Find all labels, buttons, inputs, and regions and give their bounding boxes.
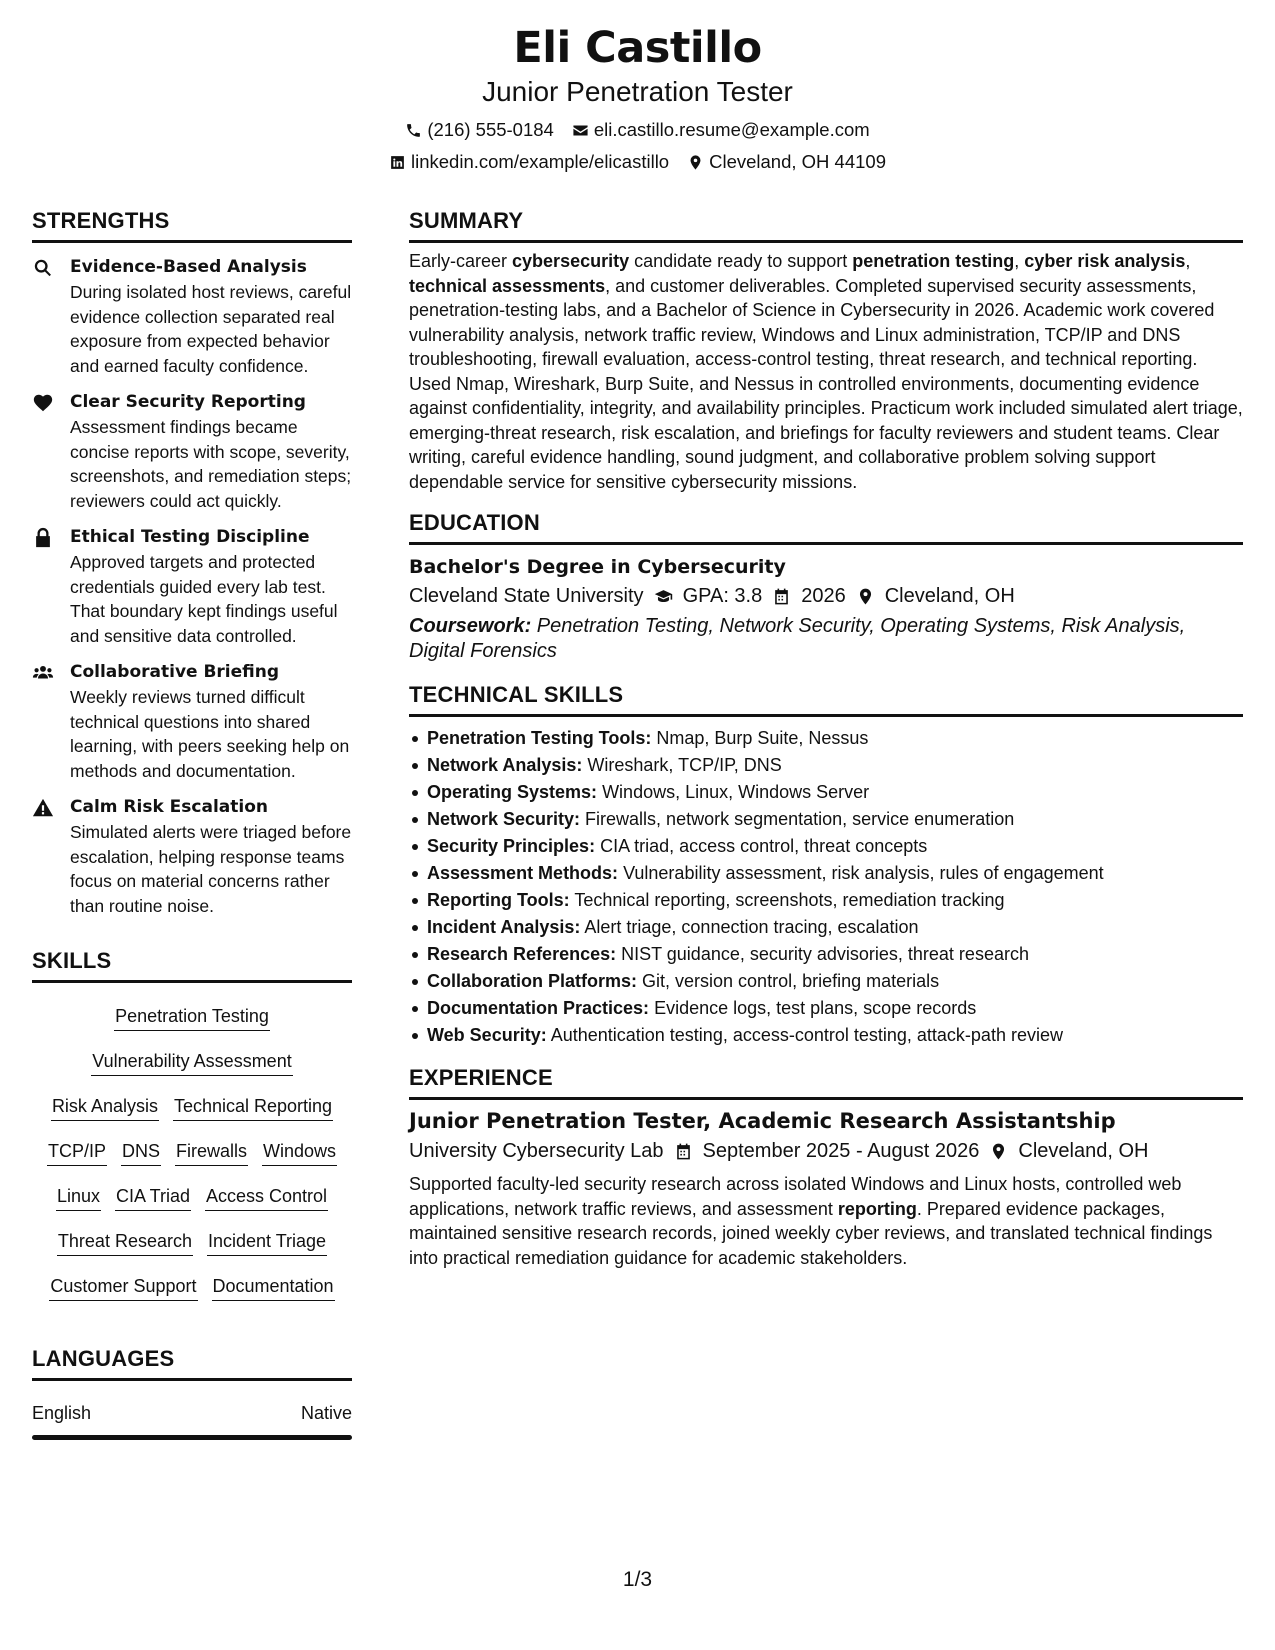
graduation-cap-icon	[654, 587, 673, 606]
strength-item	[32, 660, 352, 783]
list-item	[409, 725, 1243, 752]
section-divider	[409, 542, 1243, 545]
education-section	[409, 508, 1243, 664]
skill-tag-row	[32, 1040, 352, 1085]
gpa-text: GPA: 3.8	[682, 585, 763, 607]
email-text[interactable]: eli.castillo.resume@example.com	[593, 119, 870, 140]
list-item	[409, 941, 1243, 968]
map-pin-icon	[989, 1142, 1008, 1161]
skill-tag: CIA Triad	[115, 1184, 191, 1211]
job-location: Cleveland, OH	[1018, 1140, 1149, 1162]
skill-values: Firewalls, network segmentation, service enumeration	[580, 809, 1015, 829]
skill-category: Reporting Tools:	[427, 890, 570, 910]
map-pin-icon	[856, 587, 875, 606]
skills-section	[32, 946, 352, 1310]
skill-values: NIST guidance, security advisories, threat research	[616, 944, 1029, 964]
strength-title: Evidence-Based Analysis	[70, 257, 307, 277]
list-item	[409, 752, 1243, 779]
strength-item	[32, 390, 352, 513]
strength-description: Assessment findings became concise reports with scope, severity, screenshots, and remediation steps; reviewers could act quickly.	[70, 417, 352, 511]
calendar-icon	[772, 587, 791, 606]
strength-title: Calm Risk Escalation	[70, 797, 268, 817]
coursework-list: Penetration Testing, Network Security, Operating Systems, Risk Analysis, Digital Forensics	[409, 615, 1186, 662]
skill-tag: Risk Analysis	[51, 1094, 159, 1121]
school-name: Cleveland State University	[409, 585, 644, 607]
experience-heading: EXPERIENCE	[409, 1065, 553, 1090]
skill-tag: Technical Reporting	[173, 1094, 333, 1121]
summary-text	[409, 249, 1243, 494]
skill-values: Nmap, Burp Suite, Nessus	[651, 728, 869, 748]
skill-tag: Incident Triage	[207, 1229, 327, 1256]
graduation-year: 2026	[801, 585, 846, 607]
section-divider	[32, 1378, 352, 1381]
skill-tag: Threat Research	[57, 1229, 193, 1256]
section-divider	[409, 240, 1243, 243]
strength-description: During isolated host reviews, careful evidence collection separated real exposure from expected behavior and earned faculty confidence.	[70, 282, 352, 376]
strength-item	[32, 255, 352, 378]
skill-tag: Penetration Testing	[114, 1004, 270, 1031]
school-location: Cleveland, OH	[884, 585, 1015, 607]
education-meta	[409, 581, 1243, 611]
skill-category: Research References:	[427, 944, 617, 964]
skill-category: Network Security:	[427, 809, 581, 829]
skill-category: Assessment Methods:	[427, 863, 619, 883]
skill-tag-row	[32, 1175, 352, 1220]
skill-tag-row	[32, 1265, 352, 1310]
technical-skills-list	[409, 725, 1243, 1049]
list-item	[409, 779, 1243, 806]
strength-description: Weekly reviews turned difficult technical questions into shared learning, with peers seeking help on methods and documentation.	[70, 687, 350, 781]
skill-tag-row	[32, 1220, 352, 1265]
school-location-item	[856, 581, 1015, 611]
skill-values: Git, version control, briefing materials	[637, 971, 940, 991]
skill-tag: Documentation	[212, 1274, 335, 1301]
list-item	[409, 968, 1243, 995]
warning-icon	[32, 797, 54, 819]
job-dates: September 2025 - August 2026	[702, 1140, 980, 1162]
languages-section	[32, 1344, 352, 1440]
language-row	[32, 1401, 352, 1425]
skill-tag-row	[32, 1130, 352, 1175]
list-item	[409, 887, 1243, 914]
candidate-name: Eli Castillo	[513, 23, 762, 73]
page-number: 1/3	[622, 1568, 653, 1591]
language-name: English	[32, 1403, 92, 1423]
strength-item	[32, 795, 352, 918]
skill-tag: TCP/IP	[47, 1139, 107, 1166]
language-proficiency-bar	[32, 1435, 352, 1440]
summary-fragment: ,	[1185, 251, 1191, 271]
list-item	[409, 833, 1243, 860]
list-item	[409, 1022, 1243, 1049]
description-fragment: Supported faculty-led security research across isolated Windows and Linux hosts, controlled web applications, network traffic reviews, and assessment	[409, 1174, 1182, 1219]
technical-skills-heading: TECHNICAL SKILLS	[409, 682, 624, 707]
summary-fragment: ,	[1014, 251, 1025, 271]
summary-heading: SUMMARY	[409, 208, 524, 233]
lock-icon	[32, 527, 54, 549]
resume-header	[0, 18, 1275, 174]
list-item	[409, 995, 1243, 1022]
skill-values: Technical reporting, screenshots, remediation tracking	[569, 890, 1005, 910]
skill-values: Authentication testing, access-control testing, attack-path review	[546, 1025, 1063, 1045]
candidate-title: Junior Penetration Tester	[482, 76, 793, 107]
linkedin-icon	[389, 154, 406, 171]
summary-keyword: cyber risk analysis	[1024, 251, 1186, 271]
experience-meta	[409, 1136, 1243, 1166]
skill-category: Network Analysis:	[427, 755, 583, 775]
description-fragment: . Prepared evidence packages, maintained sensitive research records, joined weekly cyber reviews, and translated technical findings into practical remediation guidance for academic stakeholders.	[409, 1198, 1213, 1268]
languages-heading: LANGUAGES	[32, 1346, 175, 1371]
linkedin-contact[interactable]	[389, 150, 669, 174]
section-divider	[409, 1097, 1243, 1100]
skill-values: Wireshark, TCP/IP, DNS	[582, 755, 782, 775]
strength-description: Simulated alerts were triaged before escalation, helping response teams focus on material concerns rather than routine noise.	[70, 822, 352, 916]
section-divider	[32, 240, 352, 243]
skill-values: Vulnerability assessment, risk analysis, rules of engagement	[618, 863, 1104, 883]
phone-text: (216) 555-0184	[427, 119, 554, 140]
search-icon	[32, 257, 54, 279]
section-divider	[409, 714, 1243, 717]
skill-category: Operating Systems:	[427, 782, 598, 802]
year-item	[772, 581, 846, 611]
dates-item	[674, 1136, 980, 1166]
list-item	[409, 860, 1243, 887]
users-icon	[32, 662, 54, 684]
technical-skills-section	[409, 680, 1243, 1049]
skill-tag: Firewalls	[175, 1139, 248, 1166]
skill-values: Windows, Linux, Windows Server	[597, 782, 870, 802]
phone-icon	[405, 122, 422, 139]
summary-fragment: , and customer deliverables. Completed supervised security assessments, penetration-testing labs, and a Bachelor of Science in Cybersecurity in 2026. Academic work covered vulnerability analysis, network traffic review, Windows and Linux administration, TCP/IP and DNS troubleshooting, firewall evaluation, access-control testing, threat research, and technical reporting. Used Nmap, Wireshark, Burp Suite, and Nessus in controlled environments, documenting evidence against confidentiality, integrity, and availability principles. Practicum work included simulated alert triage, emerging-threat research, risk escalation, and briefings for faculty reviewers and student teams. Clear writing, careful evidence handling, sound judgment, and collaborative problem solving support dependable service for sensitive cybersecurity missions.	[409, 275, 1243, 492]
skill-category: Web Security:	[427, 1025, 547, 1045]
skill-values: Evidence logs, test plans, scope records	[649, 998, 977, 1018]
strength-title: Ethical Testing Discipline	[70, 527, 310, 547]
list-item	[409, 914, 1243, 941]
summary-keyword: cybersecurity	[512, 251, 630, 271]
phone-contact	[405, 118, 554, 142]
experience-section	[409, 1063, 1243, 1270]
skill-category: Security Principles:	[427, 836, 596, 856]
strength-title: Clear Security Reporting	[70, 392, 306, 412]
gpa-item	[654, 581, 763, 611]
summary-keyword: technical assessments	[409, 275, 606, 296]
job-title: Junior Penetration Tester, Academic Research Assistantship	[409, 1109, 1116, 1133]
skill-tag: DNS	[121, 1139, 161, 1166]
linkedin-text[interactable]: linkedin.com/example/elicastillo	[411, 151, 670, 172]
skill-tag: Customer Support	[49, 1274, 197, 1301]
strengths-heading: STRENGTHS	[32, 208, 170, 233]
contact-row-2	[0, 150, 1275, 174]
education-heading: EDUCATION	[409, 510, 540, 535]
description-keyword: reporting	[837, 1198, 917, 1219]
skills-heading: SKILLS	[32, 948, 112, 973]
skill-category: Penetration Testing Tools:	[427, 728, 652, 748]
email-contact[interactable]	[572, 118, 870, 142]
skill-tag-row	[32, 1085, 352, 1130]
calendar-icon	[674, 1142, 693, 1161]
map-pin-icon	[687, 154, 704, 171]
strength-description: Approved targets and protected credentials guided every lab test. That boundary kept findings useful and sensitive data controlled.	[70, 552, 338, 646]
skill-tags	[32, 995, 352, 1310]
coursework	[409, 614, 1243, 664]
skill-category: Incident Analysis:	[427, 917, 581, 937]
skill-category: Collaboration Platforms:	[427, 971, 638, 991]
contact-row-1	[0, 118, 1275, 142]
left-column	[32, 206, 352, 1440]
coursework-label: Coursework:	[409, 615, 532, 637]
job-description	[409, 1172, 1243, 1270]
right-column	[409, 206, 1243, 1270]
location-text: Cleveland, OH 44109	[709, 151, 886, 172]
strengths-section	[32, 206, 352, 918]
heart-icon	[32, 392, 54, 414]
skill-category: Documentation Practices:	[427, 998, 650, 1018]
organization-name: University Cybersecurity Lab	[409, 1140, 664, 1162]
skill-values: Alert triage, connection tracing, escalation	[580, 917, 919, 937]
degree-title: Bachelor's Degree in Cybersecurity	[409, 556, 786, 578]
envelope-icon	[572, 122, 589, 139]
list-item	[409, 806, 1243, 833]
job-location-item	[989, 1136, 1148, 1166]
language-level: Native	[300, 1403, 352, 1423]
location-contact	[687, 150, 886, 174]
skill-tag-row	[32, 995, 352, 1040]
strength-title: Collaborative Briefing	[70, 662, 280, 682]
skill-tag: Linux	[56, 1184, 101, 1211]
summary-fragment: candidate ready to support	[629, 251, 853, 271]
strength-item	[32, 525, 352, 648]
skill-values: CIA triad, access control, threat concepts	[595, 836, 928, 856]
summary-section	[409, 206, 1243, 494]
summary-fragment: Early-career	[409, 251, 513, 271]
skill-tag: Windows	[262, 1139, 337, 1166]
section-divider	[32, 980, 352, 983]
skill-tag: Access Control	[205, 1184, 328, 1211]
summary-keyword: penetration testing	[852, 251, 1015, 271]
skill-tag: Vulnerability Assessment	[91, 1049, 292, 1076]
